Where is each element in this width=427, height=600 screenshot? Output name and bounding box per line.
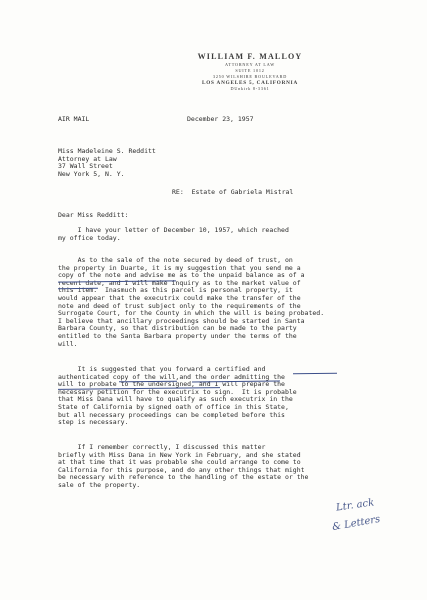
- handwritten-note: Ltr. ack: [335, 497, 375, 514]
- paragraph-4: [58, 444, 308, 490]
- text-line: step is necessary.: [58, 418, 129, 427]
- text-line: If I remember correctly, I discussed this matter: [58, 443, 266, 451]
- text-line: would appear that the executrix could make the transfer of the: [58, 293, 301, 302]
- letterhead-street: 3250 WILSHIRE BOULEVARD: [212, 74, 288, 79]
- text-line: the property in Duarte, it is my suggestion that you send me a: [58, 263, 301, 272]
- text-line: Barbara County, so that distribution can be made to the party: [58, 324, 297, 333]
- text-line: California for this purpose, and do any other things that might: [58, 465, 305, 474]
- letterhead-suite: SUITE 1012: [235, 68, 265, 73]
- text-line: entitled to the Santa Barbara property under the terms of the: [58, 331, 297, 340]
- text-line: that Miss Dana will have to qualify as such executrix in the: [58, 395, 293, 404]
- subject-line: RE: Estate of Gabriela Mistral: [172, 188, 294, 196]
- text-line: briefly with Miss Dana in New York in February, and she stated: [58, 450, 301, 459]
- pen-underline: [293, 373, 337, 374]
- letter-date: December 23, 1957: [187, 115, 254, 123]
- text-line: State of California by signed oath of office in this State,: [58, 402, 289, 411]
- recipient-address: [58, 148, 156, 178]
- text-line: sale of the property.: [58, 480, 141, 489]
- recipient-line: Miss Madeleine S. Redditt: [58, 147, 156, 155]
- letterhead: [150, 52, 350, 92]
- text-line: necessary petition for the executrix to sign. It is probable: [58, 387, 297, 396]
- text-line: authenticated copy of the will,and the order admitting the: [58, 372, 285, 381]
- text-line: It is suggested that you forward a certified and: [58, 365, 266, 373]
- handwritten-note: & Letters: [331, 513, 382, 534]
- recipient-line: New York 5, N. Y.: [58, 169, 125, 178]
- delivery-method: AIR MAIL: [58, 115, 90, 123]
- letterhead-name: WILLIAM F. MALLOY: [197, 52, 303, 61]
- paragraph-1: [58, 227, 289, 242]
- letterhead-phone: DUnkirk 8-3361: [230, 86, 270, 91]
- text-line: this item. Inasmuch as this parcel is personal property, it: [58, 286, 293, 295]
- letterhead-city: LOS ANGELES 5, CALIFORNIA: [201, 80, 299, 86]
- text-line: will to probate to the undersigned, and I will prepare the: [58, 380, 285, 389]
- paragraph-2: [58, 257, 324, 348]
- text-line: As to the sale of the note secured by deed of trust, on: [58, 256, 293, 264]
- text-line: copy of the note and advise me as to the unpaid balance as of a: [58, 271, 305, 280]
- text-line: will.: [58, 339, 78, 348]
- recipient-line: Attorney at Law: [58, 154, 117, 163]
- text-line: recent date, and I will make inquiry as to the market value of: [58, 278, 301, 287]
- text-line: Surrogate Court, for the County in which the will is being probated.: [58, 309, 325, 318]
- text-line: I believe that ancillary proceedings should be started in Santa: [58, 316, 305, 325]
- paragraph-3: [58, 366, 297, 427]
- text-line: at that time that it was probable she could arrange to come to: [58, 458, 301, 467]
- text-line: be necessary with reference to the handling of the estate or the: [58, 473, 309, 482]
- recipient-line: 37 Wall Street: [58, 162, 113, 171]
- text-line: I have your letter of December 10, 1957, which reached: [58, 226, 289, 234]
- text-line: my office today.: [58, 233, 121, 242]
- letterhead-title: ATTORNEY AT LAW: [225, 62, 275, 67]
- text-line: note and deed of trust subject only to the requirements of the: [58, 301, 301, 310]
- salutation: Dear Miss Redditt:: [58, 211, 129, 219]
- text-line: but all necessary proceedings can be completed before this: [58, 410, 285, 419]
